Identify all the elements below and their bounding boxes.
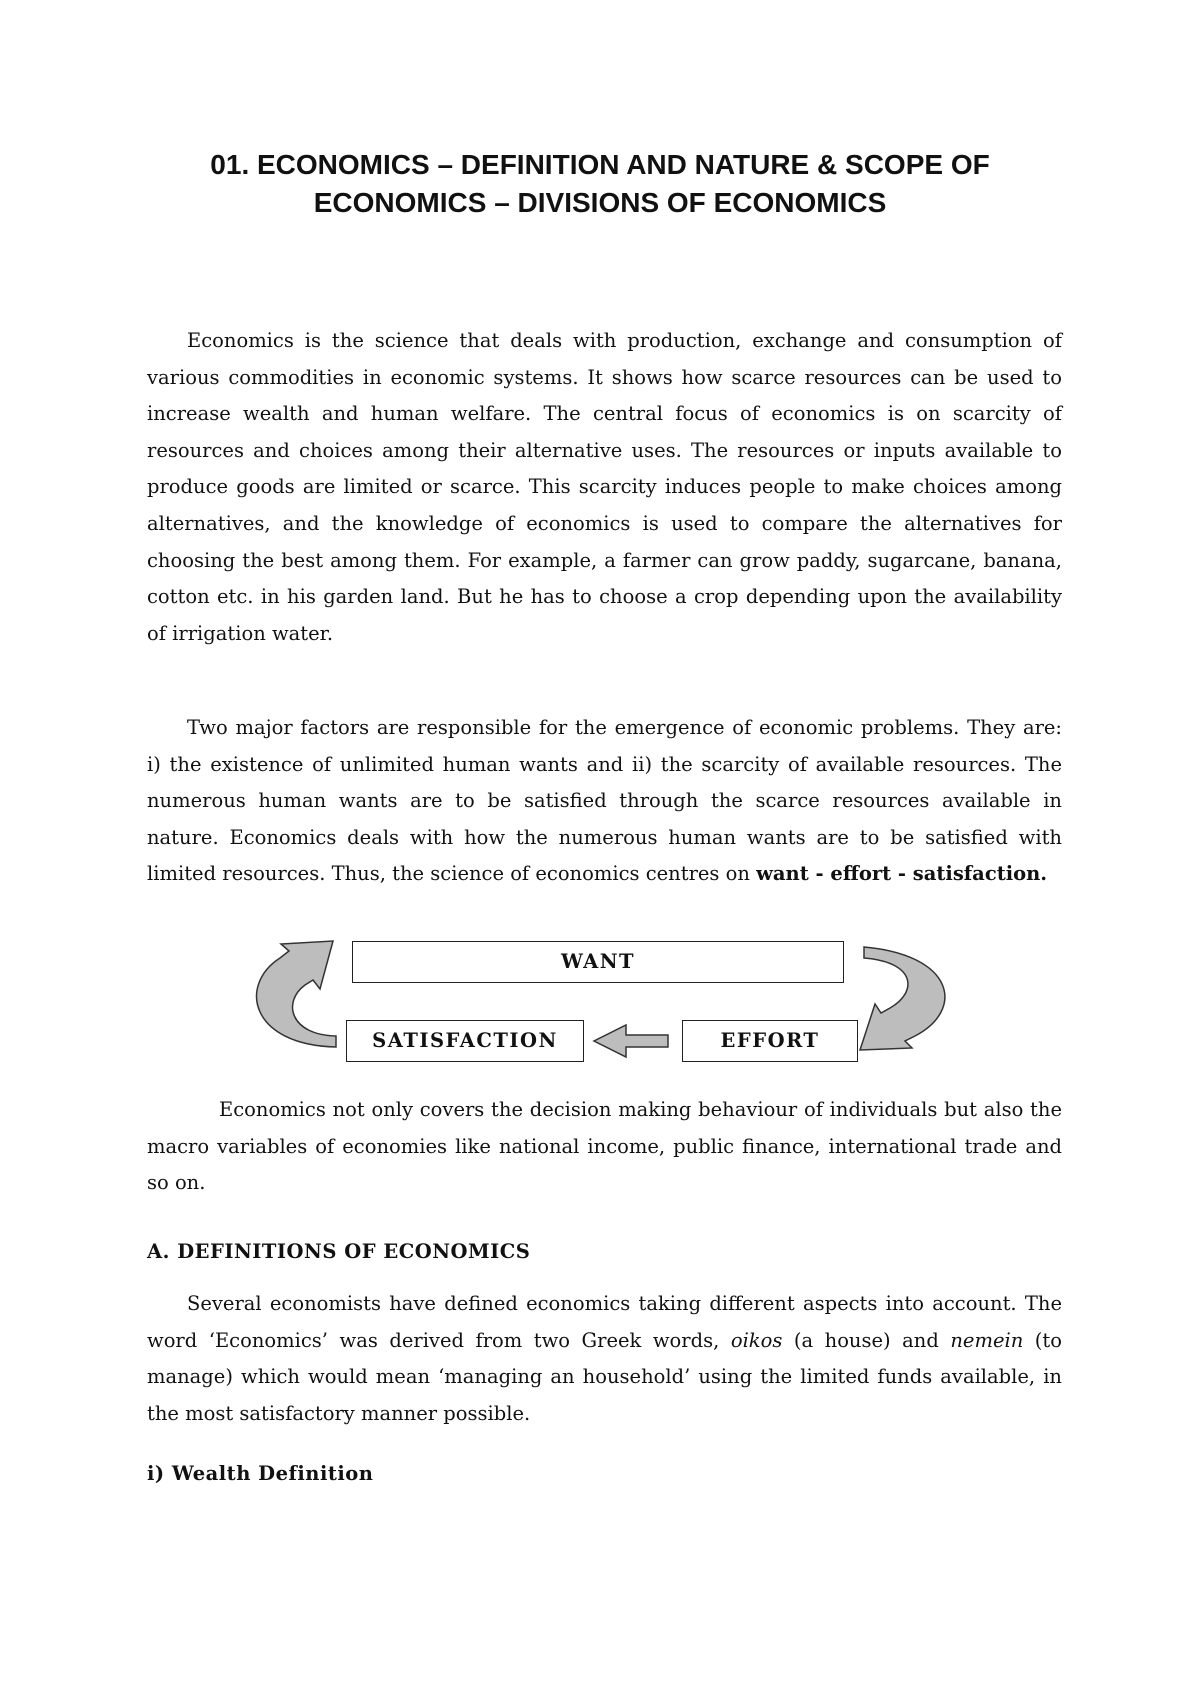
macro-paragraph-text: Economics not only covers the decision making behaviour of individuals but also the macro variables of economies like national income, public finance, international trade and so on. [147,1098,1062,1195]
nemein-term: nemein [950,1328,1024,1352]
definitions-text-2: (a house) and [782,1328,951,1352]
factors-paragraph-text: Two major factors are responsible for the emergence of economic problems. They are: i) the existence of unlimited human wants and ii) the scarcity of available resources. The numerous human wants are to be satisfied through the scarce resources available in nature. Economics deals with how the numerous human wants are to be satisfied with limited resources. Thus, the science of economics centres on [147,716,1062,886]
cycle-arrow-right-icon [860,947,945,1050]
satisfaction-box: SATISFACTION [346,1020,584,1062]
subheading-wealth-definition: i) Wealth Definition [147,1462,374,1485]
definitions-text-3: (to manage) which would mean ‘managing an household’ using the limited funds available, in the most satisfactory manner possible. [147,1328,1062,1425]
definitions-text-1: Several economists have defined economics taking different aspects into account. The word ‘Economics’ was derived from two Greek words, [147,1292,1062,1352]
arrow-left-icon [594,1025,668,1057]
intro-paragraph [147,323,1062,652]
title-line-1: 01. ECONOMICS – DEFINITION AND NATURE & SCOPE OF [210,149,990,180]
want-effort-satisfaction-emphasis: want - effort - satisfaction. [756,862,1048,886]
oikos-term: oikos [730,1328,783,1352]
page-title [120,146,1080,222]
factors-paragraph [147,710,1062,893]
intro-paragraph-text: Economics is the science that deals with production, exchange and consumption of various commodities in economic systems. It shows how scarce resources can be used to increase wealth and human welfare. The central focus of economics is on scarcity of resources and choices among their alternative uses. The resources or inputs available to produce goods are limited or scarce. This scarcity induces people to make choices among alternatives, and the knowledge of economics is used to compare the alternatives for choosing the best among them. For example, a farmer can grow paddy, sugarcane, banana, cotton etc. in his garden land. But he has to choose a crop depending upon the availability of irrigation water. [147,329,1062,645]
definitions-paragraph [147,1286,1062,1432]
section-heading-definitions: A. DEFINITIONS OF ECONOMICS [147,1240,531,1263]
title-line-2: ECONOMICS – DIVISIONS OF ECONOMICS [313,187,887,218]
cycle-arrow-left-icon [257,941,336,1047]
effort-box: EFFORT [682,1020,858,1062]
want-box: WANT [352,941,844,983]
macro-paragraph [147,1092,1062,1202]
